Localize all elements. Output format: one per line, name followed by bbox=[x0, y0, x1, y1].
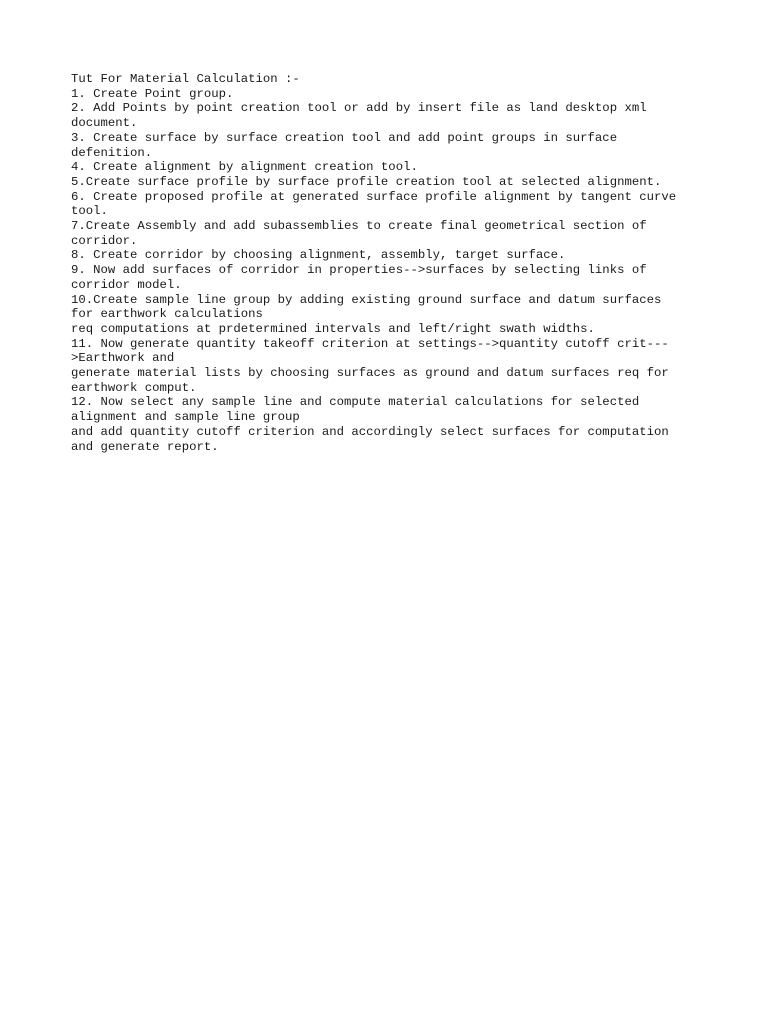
text-line: defenition. bbox=[71, 145, 153, 160]
text-line: 5.Create surface profile by surface profile creation tool at selected alignment. bbox=[71, 174, 662, 189]
text-line: 8. Create corridor by choosing alignment, assembly, target surface. bbox=[71, 248, 566, 263]
text-line: 3. Create surface by surface creation tool and add point groups in surface bbox=[71, 130, 618, 145]
text-line: 6. Create proposed profile at generated surface profile alignment by tangent curve bbox=[71, 189, 677, 204]
text-line: and add quantity cutoff criterion and accordingly select surfaces for computation bbox=[71, 424, 669, 439]
text-line: tool. bbox=[71, 204, 108, 219]
text-line: alignment and sample line group bbox=[71, 410, 300, 425]
text-line: document. bbox=[71, 116, 138, 131]
text-line: corridor. bbox=[71, 233, 138, 248]
text-line: 9. Now add surfaces of corridor in properties-->surfaces by selecting links of bbox=[71, 263, 647, 278]
text-line: for earthwork calculations bbox=[71, 307, 263, 322]
document-title: Tut For Material Calculation :- bbox=[71, 72, 300, 86]
text-line: >Earthwork and bbox=[71, 351, 175, 366]
text-line: earthwork comput. bbox=[71, 380, 197, 395]
document-text bbox=[71, 72, 711, 454]
text-line: generate material lists by choosing surfaces as ground and datum surfaces req for bbox=[71, 366, 669, 381]
text-line: 2. Add Points by point creation tool or add by insert file as land desktop xml bbox=[71, 101, 647, 116]
text-line: 11. Now generate quantity takeoff criterion at settings-->quantity cutoff crit--- bbox=[71, 336, 669, 351]
text-line: corridor model. bbox=[71, 277, 182, 292]
text-line: 1. Create Point group. bbox=[71, 86, 234, 101]
text-line: 10.Create sample line group by adding existing ground surface and datum surfaces bbox=[71, 292, 662, 307]
text-line: 4. Create alignment by alignment creation tool. bbox=[71, 160, 418, 175]
text-line: req computations at prdetermined intervals and left/right swath widths. bbox=[71, 321, 595, 336]
text-line: 12. Now select any sample line and compute material calculations for selected bbox=[71, 395, 640, 410]
text-line: and generate report. bbox=[71, 439, 219, 454]
text-line: 7.Create Assembly and add subassemblies to create final geometrical section of bbox=[71, 219, 647, 234]
